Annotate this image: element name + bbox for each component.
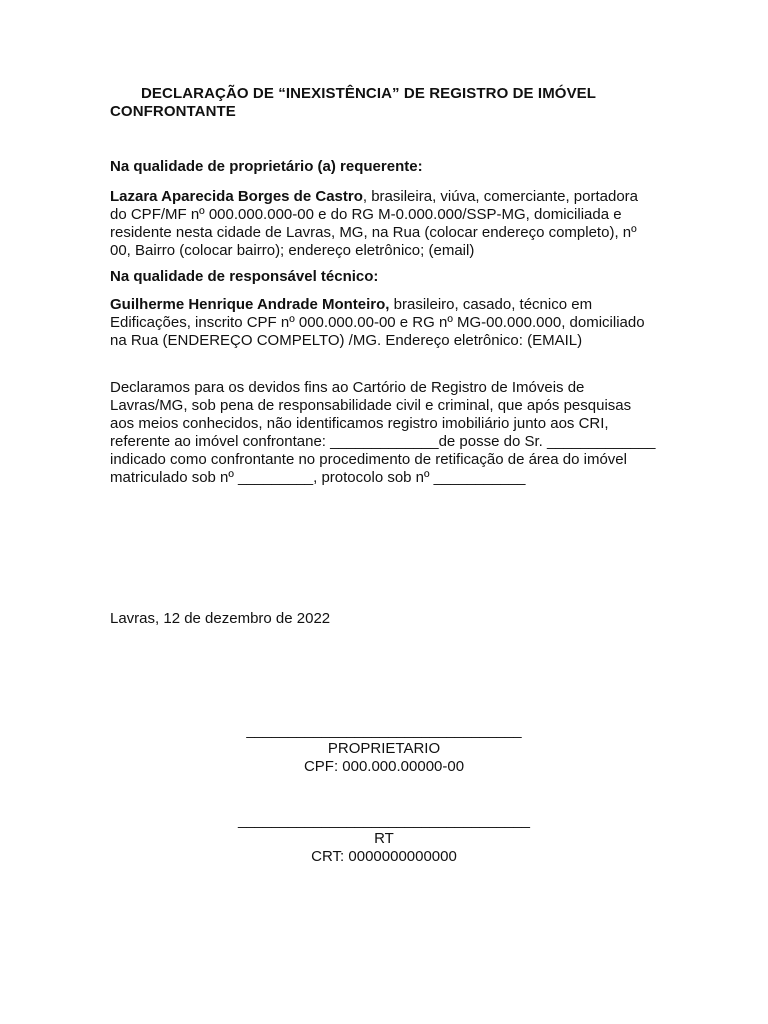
owner-heading: Na qualidade de proprietário (a) requerente: <box>110 158 423 175</box>
tech-details: brasileiro, casado, técnico em Edificações, inscrito CPF nº 000.000.00-00 e RG nº MG-00.000.000, domiciliado na Rua (ENDEREÇO COMPELTO) /MG. Endereço eletrônico: (EMAIL) <box>110 296 645 349</box>
signature-role: PROPRIETARIO <box>327 740 441 757</box>
document-title: DECLARAÇÃO DE “INEXISTÊNCIA” DE REGISTRO DE IMÓVEL CONFRONTANTE <box>110 85 596 120</box>
owner-signature-block <box>0 722 768 776</box>
rt-signature-block <box>0 812 768 866</box>
owner-details: , brasileira, viúva, comerciante, portadora do CPF/MF nº 000.000.000-00 e do RG M-0.000.000/SSP-MG, domiciliada e residente nesta cidade de Lavras, MG, na Rua (colocar endereço completo), nº 00, Bairro (colocar bairro); endereço eletrônico; (email) <box>110 188 639 259</box>
tech-paragraph <box>110 296 658 350</box>
signature-line: _________________________________ <box>246 722 522 739</box>
signature-line: ___________________________________ <box>238 812 530 829</box>
declaration-paragraph: Declaramos para os devidos fins ao Cartório de Registro de Imóveis de Lavras/MG, sob pena de responsabilidade civil e criminal, que após pesquisas aos meios conhecidos, não identificamos registro imobiliário junto aos CRI, referente ao imóvel confrontane: _____________de posse do Sr. _____________ indicado como confrontante no procedimento de retificação de área do imóvel matriculado sob nº _________, protocolo sob nº ___________ <box>110 379 656 486</box>
owner-name: Lazara Aparecida Borges de Castro <box>110 188 363 205</box>
signature-id: CPF: 000.000.00000-00 <box>303 758 465 775</box>
signature-id: CRT: 0000000000000 <box>311 848 457 865</box>
signature-role: RT <box>374 830 394 847</box>
tech-heading: Na qualidade de responsável técnico: <box>110 268 379 285</box>
date-line: Lavras, 12 de dezembro de 2022 <box>110 610 331 627</box>
owner-paragraph <box>110 188 658 260</box>
tech-name: Guilherme Henrique Andrade Monteiro, <box>110 296 390 313</box>
